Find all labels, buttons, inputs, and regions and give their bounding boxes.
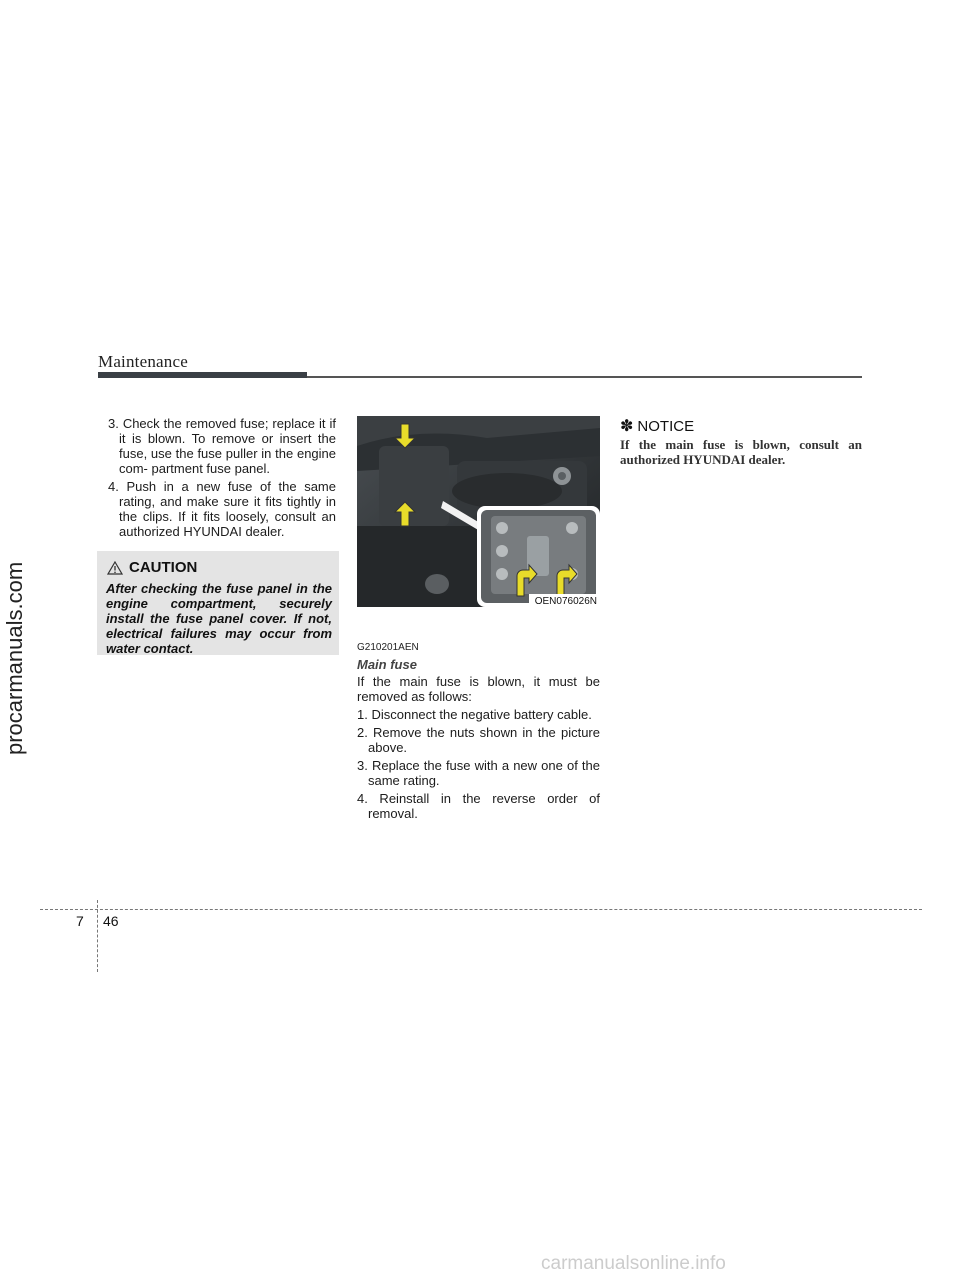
middle-column [357,642,600,824]
fuse-steps-list [108,416,336,539]
caution-text: After checking the fuse panel in the engine compartment, securely install the fuse panel cover. If not, electrical failures may occur from water contact. [106,581,332,656]
footer-divider [40,909,922,910]
caution-box [97,551,339,655]
engine-fuse-photo [357,416,600,607]
warning-triangle-icon [107,561,123,575]
header-rule-accent [98,372,307,378]
list-item: 2. Remove the nuts shown in the picture above. [357,725,600,755]
list-item: 4. Reinstall in the reverse order of removal. [357,791,600,821]
side-watermark: procarmanuals.com [2,561,27,755]
notice-heading [620,416,694,436]
figure-code: OEN076026N [534,596,597,607]
bottom-watermark: carmanualsonline.info [541,1253,726,1274]
list-item: 3. Check the removed fuse; replace it if it is blown. To remove or insert the fuse, use the fuse puller in the engine com- partment fuse panel. [108,416,336,476]
list-item: 1. Disconnect the negative battery cable. [357,707,592,722]
left-column [108,416,336,542]
notice-star-icon: ✽ [620,418,634,435]
subheading: Main fuse [357,657,417,672]
engine-photo-illustration [357,416,600,607]
chapter-number: 7 [76,913,84,929]
notice-title: NOTICE [637,417,695,435]
main-fuse-steps-list [357,707,600,821]
notice-text: If the main fuse is blown, consult an authorized HYUNDAI dealer. [620,437,862,467]
caution-heading [107,559,197,576]
footer-vertical-divider [97,900,98,972]
section-code: G210201AEN [357,642,419,653]
page-number: 46 [103,913,119,929]
list-item: 3. Replace the fuse with a new one of the same rating. [357,758,600,788]
section-title: Maintenance [98,352,188,371]
caution-title: CAUTION [129,559,198,576]
list-item: 4. Push in a new fuse of the same rating, and make sure it fits tightly in the clips. If it fits loosely, consult an authorized HYUNDAI dealer. [108,479,336,539]
intro-text: If the main fuse is blown, it must be removed as follows: [357,674,600,704]
